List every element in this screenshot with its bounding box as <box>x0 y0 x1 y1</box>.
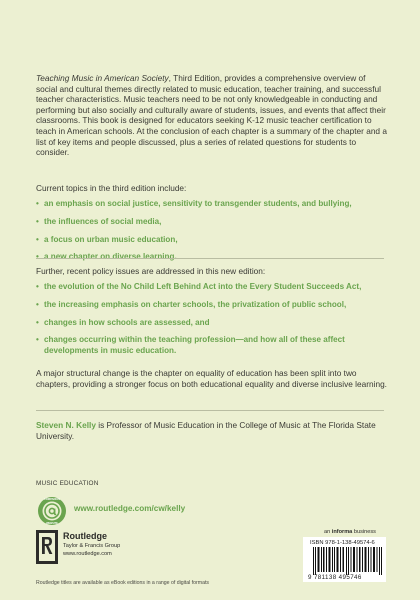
svg-text:COMPANION: COMPANION <box>44 498 60 502</box>
companion-url-link[interactable]: www.routledge.com/cw/kelly <box>74 504 186 513</box>
bullet-icon: • <box>36 299 39 309</box>
policy-item: • the evolution of the No Child Left Behind Act into the Every Student Succeeds Act, <box>36 282 362 291</box>
divider-rule <box>36 410 384 411</box>
bullet-icon: • <box>36 317 39 327</box>
bullet-icon: • <box>36 234 39 244</box>
isbn-label: ISBN 978-1-138-49574-6 <box>310 540 375 546</box>
publisher-url[interactable]: www.routledge.com <box>63 551 112 557</box>
bullet-icon: • <box>36 282 39 291</box>
bullet-icon: • <box>36 199 39 208</box>
barcode-number: 9 781138 495746 <box>308 574 362 581</box>
barcode-icon <box>313 547 383 575</box>
publisher-name: Routledge <box>63 531 107 541</box>
author-bio <box>36 420 388 441</box>
policy-item: • the increasing emphasis on charter schools, the privatization of public school, <box>36 299 347 309</box>
intro-paragraph <box>36 73 388 158</box>
topics-heading: Current topics in the third edition include: <box>36 183 187 193</box>
policy-item: • changes occurring within the teaching profession—and how all of these affect developments in music education. <box>36 335 345 355</box>
footer-note: Routledge titles are available as eBook editions in a range of digital formats <box>36 580 210 586</box>
policy-list <box>36 282 388 364</box>
bullet-icon: • <box>36 335 39 345</box>
bullet-icon: • <box>36 252 39 262</box>
topic-item: • a new chapter on diverse learning. <box>36 252 177 262</box>
topic-item: • the influences of social media, <box>36 216 162 226</box>
intro-text: , Third Edition, provides a comprehensive overview of social and cultural themes directly related to music education, teacher training, and successful teacher characteristics. Music teachers need to be not only knowledgeable in conducting and performing but also socially and culturally aware of students, issues, and events that affect their classrooms. This book is designed for educators seeking K-12 music teacher certification to teach in American schools. At the conclusion of each chapter is a summary of the chapter and a list of key items and people discussed, plus a series of related questions for students to consider. <box>36 73 387 158</box>
policy-item: • changes in how schools are assessed, and <box>36 317 210 327</box>
policy-heading: Further, recent policy issues are addressed in this new edition: <box>36 266 266 276</box>
bullet-icon: • <box>36 216 39 226</box>
structural-note: A major structural change is the chapter on equality of education has been split into two chapters, providing a stronger focus on both educational equality and diverse inclusive learning. <box>36 368 387 389</box>
topics-list <box>36 199 388 270</box>
svg-text:WEBSITE: WEBSITE <box>46 522 58 526</box>
informa-tagline: an informa business <box>324 529 376 535</box>
publisher-group: Taylor & Francis Group <box>63 543 121 549</box>
topic-item: • an emphasis on social justice, sensitivity to transgender students, and bullying, <box>36 199 352 208</box>
divider-rule <box>36 258 384 259</box>
topic-item: • a focus on urban music education, <box>36 234 178 244</box>
author-name: Steven N. Kelly <box>36 420 96 430</box>
book-title-italic: Teaching Music in American Society <box>36 73 169 83</box>
subject-category: MUSIC EDUCATION <box>36 480 99 487</box>
companion-website-badge-icon <box>37 496 67 526</box>
author-bio-text: is Professor of Music Education in the College of Music at The Florida State University. <box>36 420 376 441</box>
routledge-logo-icon <box>36 530 58 564</box>
